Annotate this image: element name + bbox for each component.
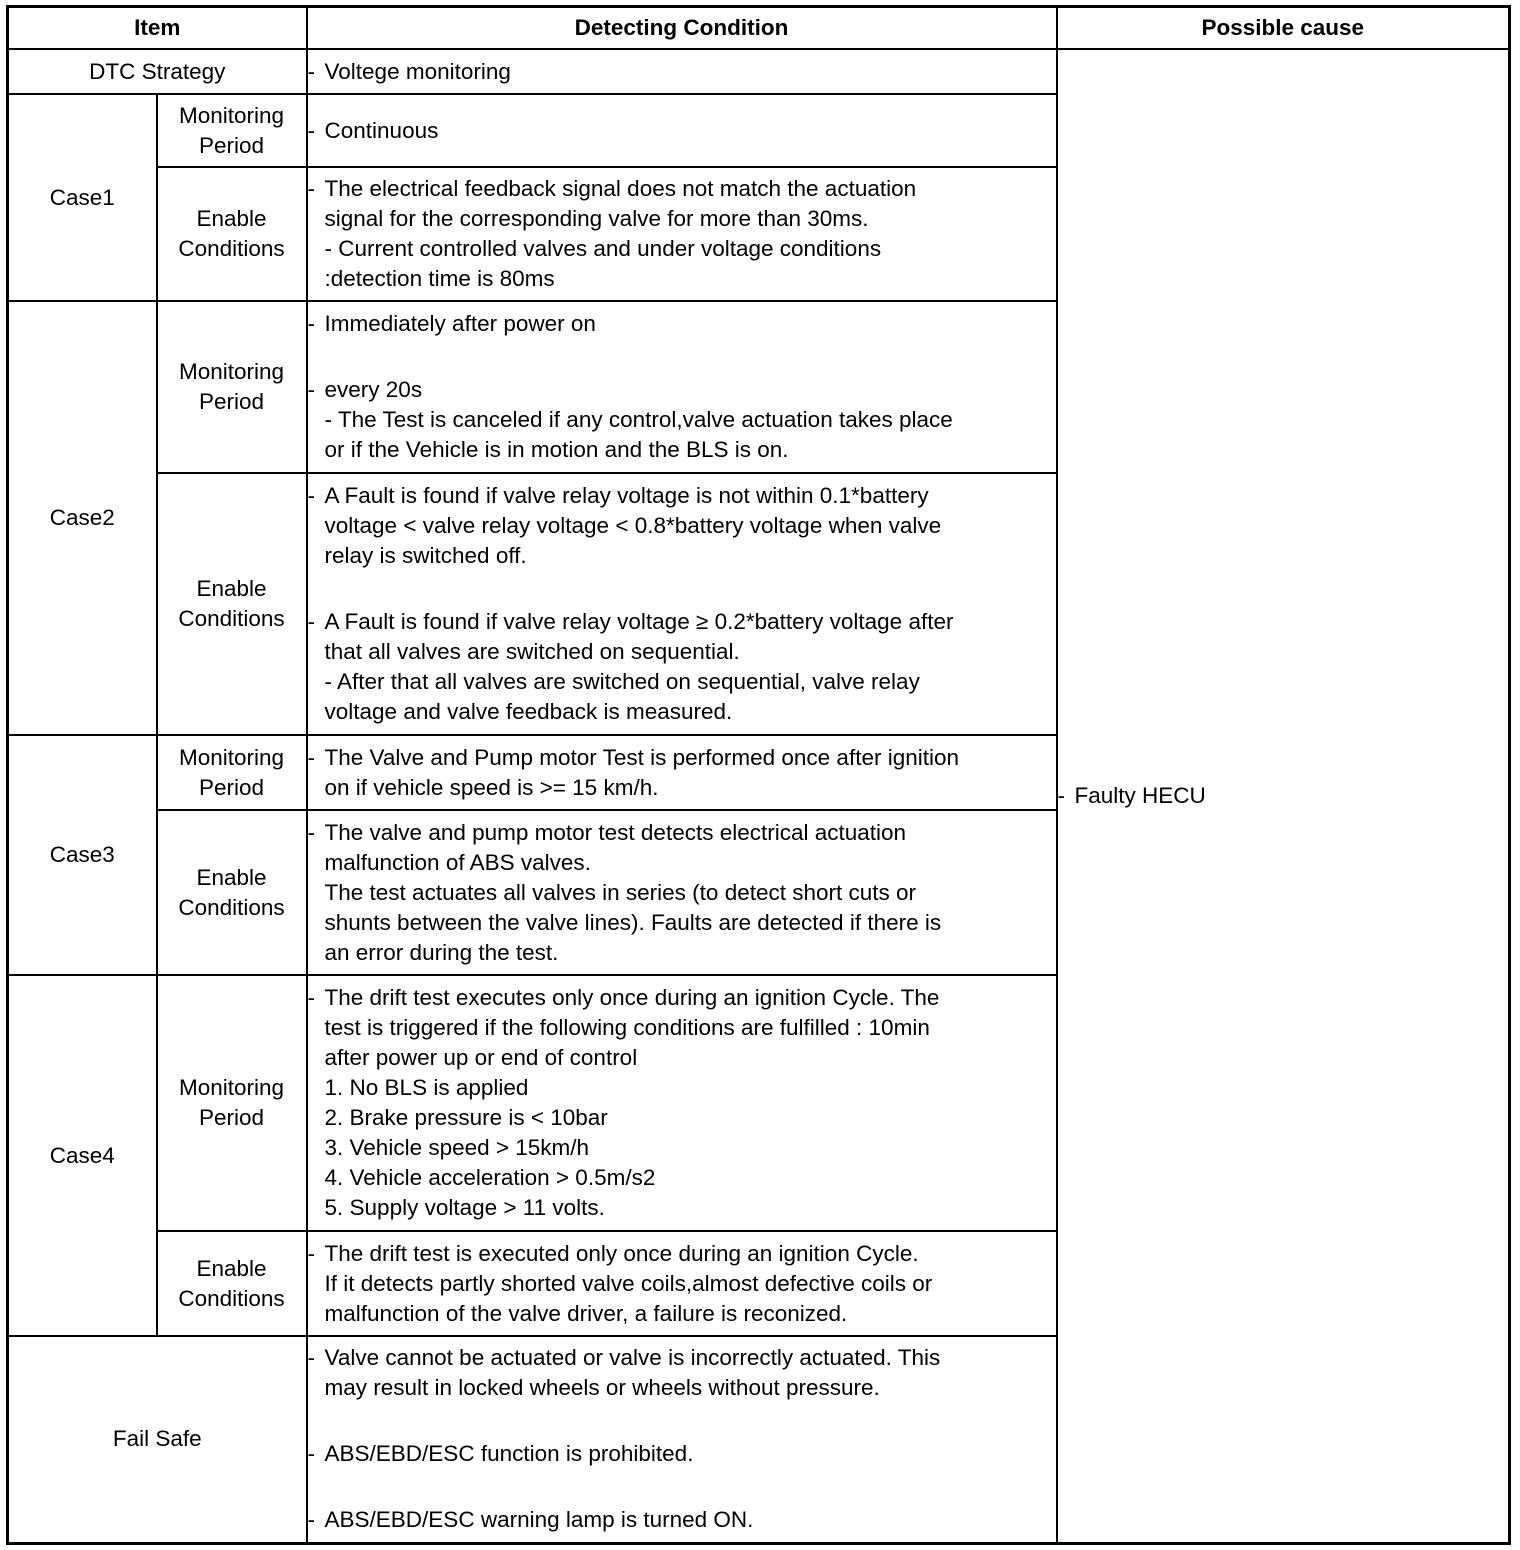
condition-item: - The Valve and Pump motor Test is performed once after ignition on if vehicle speed is >= 15 km/h. xyxy=(308,743,1056,803)
condition-text: A Fault is found if valve relay voltage ≥ 0.2*battery voltage after that all valves are switched on sequential. - After that all valves are switched on sequential, valve relay voltage and valve feedback is measured. xyxy=(324,609,954,724)
condition-item: - Immediately after power on xyxy=(308,309,1056,339)
condition-item: - ABS/EBD/ESC function is prohibited. xyxy=(308,1439,1056,1469)
condition-text: The drift test is executed only once during an ignition Cycle. If it detects partly shorted valve coils,almost defective coils or malfunction of the valve driver, a failure is reconized. xyxy=(324,1240,933,1326)
case1-monitoring-cond xyxy=(307,94,1057,167)
possible-cause-cell: - Faulty HECU xyxy=(1057,49,1510,1543)
enable-conditions-label: Enable Conditions xyxy=(157,810,307,975)
dtc-strategy-label: DTC Strategy xyxy=(8,49,307,94)
dtc-table xyxy=(6,5,1511,1545)
possible-cause-text: Faulty HECU xyxy=(1074,782,1206,808)
condition-text: Valve cannot be actuated or valve is incorrectly actuated. This may result in locked wheels or wheels without pressure. xyxy=(324,1345,941,1401)
fail-safe-label: Fail Safe xyxy=(8,1336,307,1543)
monitoring-period-label: Monitoring Period xyxy=(157,735,307,810)
header-possible-cause: Possible cause xyxy=(1057,7,1510,50)
condition-item: - The electrical feedback signal does not match the actuation signal for the corresponding valve for more than 30ms. - Current controlled valves and under voltage conditions :detection time is 80ms xyxy=(308,174,1056,294)
case1-enable-cond xyxy=(307,167,1057,301)
monitoring-period-label: Monitoring Period xyxy=(157,301,307,473)
header-item: Item xyxy=(8,7,307,50)
fail-safe-cond xyxy=(307,1336,1057,1543)
condition-text: Continuous xyxy=(324,117,439,143)
condition-text: A Fault is found if valve relay voltage is not within 0.1*battery voltage < valve relay voltage < 0.8*battery voltage when valve relay is switched off. xyxy=(324,483,942,568)
condition-item: - The drift test is executed only once during an ignition Cycle. If it detects partly shorted valve coils,almost defective coils or malfunction of the valve driver, a failure is reconized. xyxy=(308,1239,1056,1329)
dtc-strategy-condition: - Voltege monitoring xyxy=(307,49,1057,94)
condition-text: every 20s - The Test is canceled if any control,valve actuation takes place or if the Vehicle is in motion and the BLS is on. xyxy=(324,377,953,462)
case4-enable-cond xyxy=(307,1231,1057,1336)
condition-text: The Valve and Pump motor Test is performed once after ignition on if vehicle speed is >= 15 km/h. xyxy=(324,744,960,800)
case1-label: Case1 xyxy=(8,94,157,301)
enable-conditions-label: Enable Conditions xyxy=(157,167,307,301)
case4-monitoring-cond xyxy=(307,975,1057,1231)
case3-label: Case3 xyxy=(8,735,157,975)
enable-conditions-label: Enable Conditions xyxy=(157,473,307,735)
condition-text: The drift test executes only once during an ignition Cycle. The test is triggered if the following conditions are fulfilled : 10min after power up or end of control 1. No BLS is applied 2. Brake pressure is < 10bar 3. Vehicle speed > 15km/h 4. Vehicle acceleration > 0.5m/s2 5. Supply voltage > 11 volts. xyxy=(324,985,940,1220)
condition-text: The valve and pump motor test detects electrical actuation malfunction of ABS valves. The test actuates all valves in series (to detect short cuts or shunts between the valve lines). Faults are detected if there is an error during the test. xyxy=(324,819,942,965)
condition-item: - The valve and pump motor test detects electrical actuation malfunction of ABS valves. The test actuates all valves in series (to detect short cuts or shunts between the valve lines). Faults are detected if there is an error during the test. xyxy=(308,818,1056,968)
condition-item: - The drift test executes only once during an ignition Cycle. The test is triggered if the following conditions are fulfilled : 10min after power up or end of control 1. No BLS is applied 2. Brake pressure is < 10bar 3. Vehicle speed > 15km/h 4. Vehicle acceleration > 0.5m/s2 5. Supply voltage > 11 volts. xyxy=(308,983,1056,1223)
header-row xyxy=(8,7,1510,50)
condition-item: - Valve cannot be actuated or valve is incorrectly actuated. This may result in locked wheels or wheels without pressure. xyxy=(308,1343,1056,1403)
header-detecting-condition: Detecting Condition xyxy=(307,7,1057,50)
case3-monitoring-cond xyxy=(307,735,1057,810)
case4-label: Case4 xyxy=(8,975,157,1336)
case2-monitoring-cond xyxy=(307,301,1057,473)
condition-item: - every 20s - The Test is canceled if any control,valve actuation takes place or if the Vehicle is in motion and the BLS is on. xyxy=(308,375,1056,465)
condition-text: ABS/EBD/ESC warning lamp is turned ON. xyxy=(324,1507,754,1533)
enable-conditions-label: Enable Conditions xyxy=(157,1231,307,1336)
case2-enable-cond xyxy=(307,473,1057,735)
monitoring-period-label: Monitoring Period xyxy=(157,975,307,1231)
case2-label: Case2 xyxy=(8,301,157,735)
condition-text: Immediately after power on xyxy=(324,311,596,336)
dtc-strategy-text: Voltege monitoring xyxy=(324,58,511,84)
case3-enable-cond xyxy=(307,810,1057,975)
condition-text: ABS/EBD/ESC function is prohibited. xyxy=(324,1441,694,1467)
condition-text: The electrical feedback signal does not match the actuation signal for the corresponding valve for more than 30ms. - Current controlled valves and under voltage conditions :detection time is 80ms xyxy=(324,176,917,291)
dtc-strategy-row xyxy=(8,49,1510,94)
condition-item: - A Fault is found if valve relay voltage ≥ 0.2*battery voltage after that all valves are switched on sequential. - After that all valves are switched on sequential, valve relay voltage and valve feedback is measured. xyxy=(308,607,1056,727)
condition-item: - Continuous xyxy=(308,116,1056,146)
condition-item: - A Fault is found if valve relay voltage is not within 0.1*battery voltage < valve relay voltage < 0.8*battery voltage when valve relay is switched off. xyxy=(308,481,1056,571)
condition-item: - ABS/EBD/ESC warning lamp is turned ON. xyxy=(308,1505,1056,1535)
monitoring-period-label: Monitoring Period xyxy=(157,94,307,167)
